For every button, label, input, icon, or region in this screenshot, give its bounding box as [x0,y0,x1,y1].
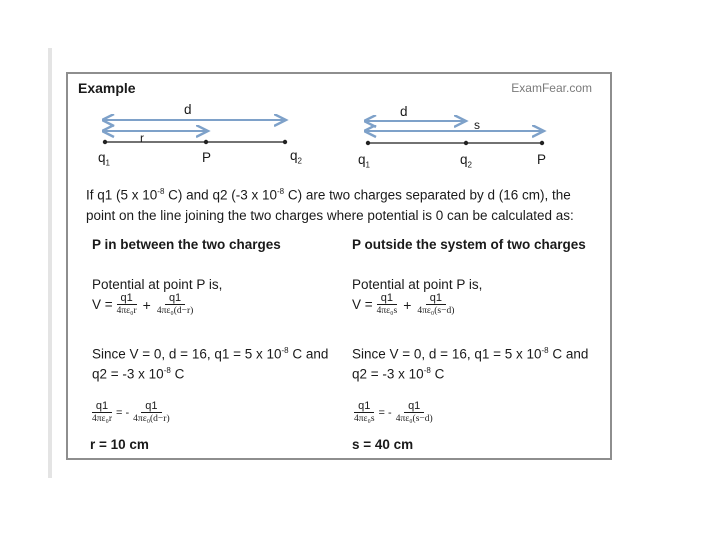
right-fraction-2: $\frac{q1}{\text{4πε₀(s−d)}}$ [417,292,455,316]
right-potential-formula: V = $\frac{q1}{\text{4πε₀s}}$ + $\frac{q1}{\text{4πε₀(s−d)}}$ [352,292,455,316]
right-q1-label: $q_1$ [358,152,370,170]
right-zero-equation: $\frac{q1}{\text{4πε₀s}}$ = - $\frac{q1}{\text{4πε₀(s−d)}}$ [354,400,433,424]
right-q2-line: q2 = -3 x $10^{-8}$ C [352,366,445,382]
intro-line-2: point on the line joining the two charges where potential is 0 can be calculated as: [86,207,574,223]
left-answer: r = 10 cm [90,437,149,452]
left-q1-dot [103,140,107,144]
left-p-dot [204,140,208,144]
right-p-label: P [537,152,547,167]
left-q2-dot [283,140,287,144]
brand-label: ExamFear.com [511,81,592,95]
left-potential-label: Potential at point P is, [92,277,223,292]
right-q2-dot [464,141,468,145]
right-potential-label: Potential at point P is, [352,277,483,292]
right-d-label: d [400,104,408,119]
left-d-label: d [184,102,192,117]
left-zero-equation: $\frac{q1}{\text{4πε₀r}}$ = - $\frac{q1}{\text{4πε₀(d−r)}}$ [92,400,170,424]
left-r-label: r [140,131,144,145]
left-eq-fraction-1: $\frac{q1}{\text{4πε₀r}}$ [92,400,113,424]
right-answer: s = 40 cm [352,437,414,452]
right-fraction-1: $\frac{q1}{\text{4πε₀s}}$ [376,292,398,316]
left-fraction-2: $\frac{q1}{\text{4πε₀(d−r)}}$ [156,292,194,316]
left-q2-line: q2 = -3 x $10^{-8}$ C [92,366,185,382]
left-q1-label: $q_1$ [98,150,110,168]
intro-line-1: If q1 (5 x $10^{-8}$ C) and q2 (-3 x $10^{-8}$ C) are two charges separated by d (16 cm), the [86,187,571,203]
right-eq-fraction-2: $\frac{q1}{\text{4πε₀(s−d)}}$ [395,400,433,424]
slide-edge-bar [48,48,52,478]
left-since-line: Since V = 0, d = 16, q1 = 5 x $10^{-8}$ C and [92,346,329,362]
charge-diagrams [68,74,614,174]
right-p-dot [540,141,544,145]
right-diagram [366,121,544,145]
left-p-label: P [202,150,212,165]
right-s-label: s [474,118,480,132]
left-potential-formula: V = $\frac{q1}{\text{4πε₀r}}$ + $\frac{q1}{\text{4πε₀(d−r)}}$ [92,292,194,316]
left-fraction-1: $\frac{q1}{\text{4πε₀r}}$ [116,292,137,316]
left-q2-label: $q_2$ [290,148,302,166]
right-since-line: Since V = 0, d = 16, q1 = 5 x $10^{-8}$ C and [352,346,589,362]
right-q2-label: $q_2$ [460,152,472,170]
right-heading: P outside the system of two charges [352,237,586,252]
right-eq-fraction-1: $\frac{q1}{\text{4πε₀s}}$ [354,400,375,424]
left-eq-fraction-2: $\frac{q1}{\text{4πε₀(d−r)}}$ [133,400,170,424]
example-frame [66,72,612,460]
left-diagram [103,120,287,144]
example-title: Example [78,80,136,96]
left-heading: P in between the two charges [92,237,281,252]
intro-paragraph [86,182,574,226]
right-q1-dot [366,141,370,145]
